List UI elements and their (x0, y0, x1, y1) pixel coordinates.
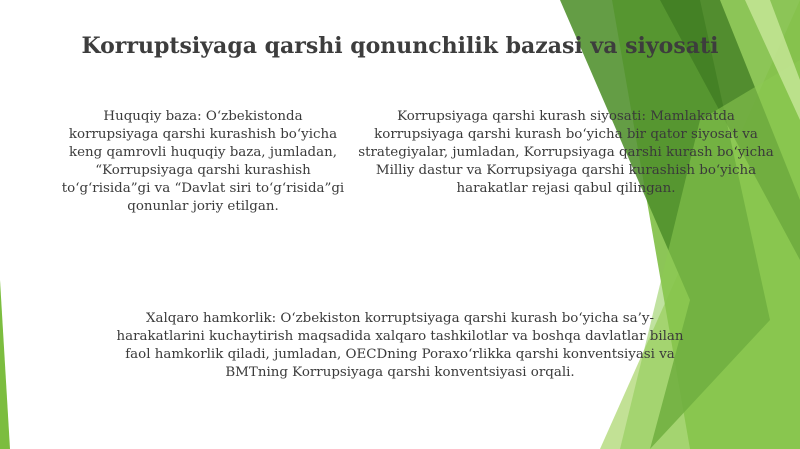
left-green-sliver (0, 280, 10, 449)
slide-title: Korruptsiyaga qarshi qonunchilik bazasi va siyosati (81, 33, 719, 59)
legal-base-text: Huquqiy baza: O‘zbekistonda korrupsiyaga qarshi kurashish bo‘yicha keng qamrovli huquqiy baza, jumladan, “Korrupsiyaga qarshi kurashish to‘g‘risida”gi va “Davlat siri to‘g‘risida”gi qonunlar joriy etilgan. (61, 109, 345, 214)
anti-corruption-policy-text: Korrupsiyaga qarshi kurash siyosati: Mamlakatda korrupsiyaga qarshi kurash bo‘yicha bir qator siyosat va strategiyalar, jumladan, Korrupsiyaga qarshi kurash bo‘yicha Milliy dastur va Korrupsiyaga qarshi kurashish bo‘yicha harakatlar rejasi qabul qilingan. (358, 109, 774, 196)
international-cooperation-text: Xalqaro hamkorlik: O‘zbekiston korruptsiyaga qarshi kurash bo‘yicha sa’y-harakatlarini kuchaytirish maqsadida xalqaro tashkilotlar va boshqa davlatlar bilan faol hamkorlik qiladi, jumladan, OECDning Poraxo‘rlikka qarshi konventsiyasi va BMTning Korrupsiyaga qarshi konventsiyasi orqali. (116, 311, 684, 380)
